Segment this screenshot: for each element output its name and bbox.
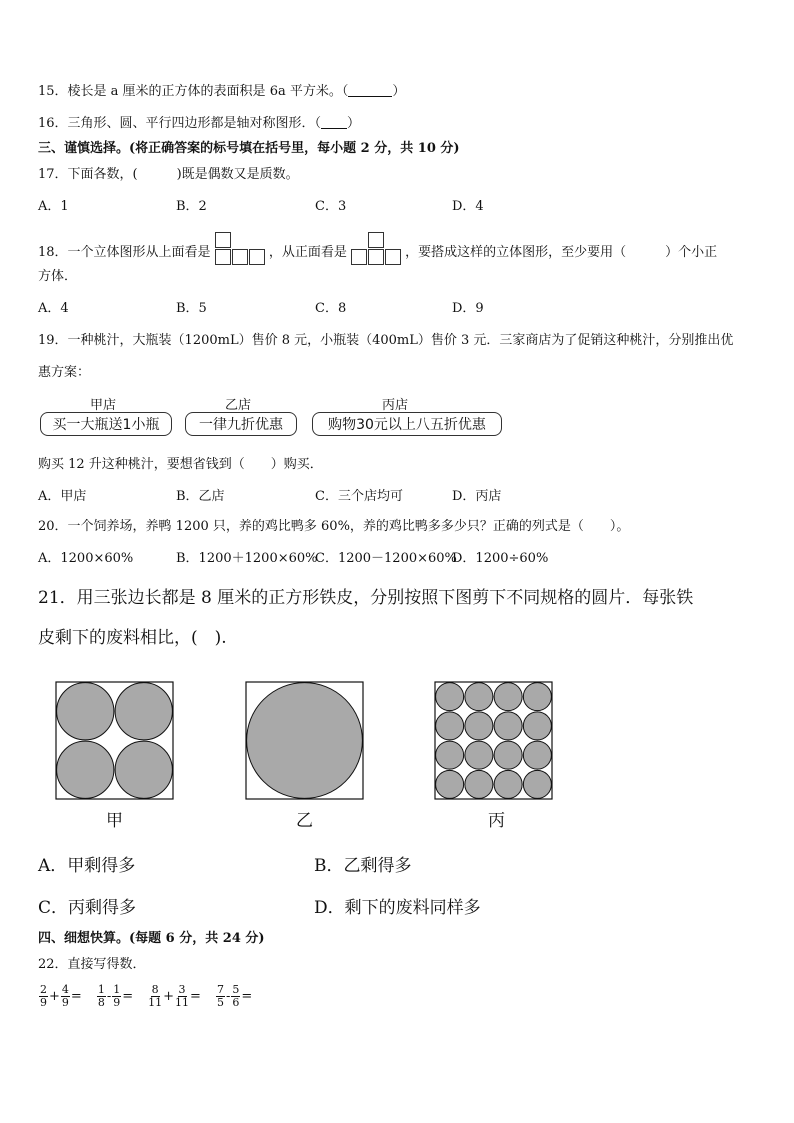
store-yi-offer: 一律九折优惠: [185, 412, 297, 436]
q19-line2: 惠方案：: [38, 365, 91, 380]
circle-piece: [115, 741, 172, 798]
denominator: 6: [232, 996, 240, 1009]
q18-part2: ，从正面看是: [268, 245, 347, 260]
fraction-a: [39, 984, 48, 1009]
q16-text: 16．三角形、圆、平行四边形都是轴对称图形．（: [38, 116, 322, 131]
q22-calculations: [38, 982, 266, 1012]
circle-piece: [523, 712, 551, 740]
store-offers: [38, 394, 518, 440]
equals-sign: =: [190, 989, 201, 1004]
numerator: 7: [216, 983, 224, 996]
figure-bing: [435, 682, 552, 799]
numerator: 1: [97, 983, 105, 996]
q18-option-c[interactable]: C．8: [315, 301, 347, 316]
equals-sign: =: [122, 989, 134, 1004]
section-3-heading: 三、谨慎选择。(将正确答案的标号填在括号里，每小题 2 分，共 10 分): [38, 141, 460, 156]
circle-piece: [494, 712, 522, 740]
question-17: 17．下面各数，( )既是偶数又是质数。: [38, 167, 299, 182]
figure-yi: [246, 682, 363, 799]
q19-option-c[interactable]: C．三个店均可: [315, 489, 403, 504]
q20-option-c[interactable]: C．1200－1200×60%: [315, 551, 457, 566]
q19-option-b[interactable]: B．乙店: [176, 489, 225, 504]
top-view-figure: [215, 232, 265, 266]
circle-piece: [436, 741, 464, 769]
q19-question: 购买 12 升这种桃汁，要想省钱到（ ）购买．: [38, 457, 323, 472]
q21-option-d[interactable]: D．剩下的废料同样多: [314, 898, 481, 918]
store-bing-label: 丙店: [382, 398, 409, 413]
circle-piece: [465, 741, 493, 769]
store-jia-label: 甲店: [90, 398, 117, 413]
equals-sign: =: [70, 989, 82, 1004]
operator: +: [49, 989, 60, 1004]
numerator: 2: [40, 983, 47, 996]
store-jia-offer: 买一大瓶送1小瓶: [40, 412, 172, 436]
circle-piece: [523, 683, 551, 711]
denominator: 5: [216, 996, 224, 1009]
figure-yi-label: 乙: [296, 811, 313, 831]
circle-piece: [465, 683, 493, 711]
circle-piece: [436, 712, 464, 740]
fraction-a: [216, 984, 225, 1009]
operator: -: [106, 989, 112, 1004]
denominator: 9: [40, 996, 47, 1009]
q18-option-b[interactable]: B．5: [176, 301, 207, 316]
q18-option-d[interactable]: D．9: [452, 301, 484, 316]
q21-option-a[interactable]: A．甲剩得多: [38, 856, 136, 876]
q20-option-b[interactable]: B．1200＋1200×60%: [176, 551, 318, 566]
numerator: 5: [232, 983, 240, 996]
front-view-figure: [351, 232, 401, 266]
circle-piece: [436, 683, 464, 711]
equals-sign: =: [241, 989, 253, 1004]
q19-option-d[interactable]: D．丙店: [452, 489, 502, 504]
q15-close: ）: [392, 84, 406, 99]
circle-piece: [57, 683, 114, 740]
q21-line2: 皮剩下的废料相比，( ).: [38, 628, 227, 648]
q17-option-d[interactable]: D．4: [452, 199, 484, 214]
circle-piece: [57, 741, 114, 798]
q21-option-b[interactable]: B．乙剩得多: [314, 856, 412, 876]
q18-line2: 方体．: [38, 269, 78, 284]
calc-item-4: [215, 982, 252, 1012]
q18-part3: ，要搭成这样的立体图形，至少要用（ ）个小正: [405, 245, 718, 260]
denominator: 9: [61, 996, 69, 1009]
calc-item-2: [96, 982, 133, 1012]
question-19: 19．一种桃汁，大瓶装（1200mL）售价 8 元，小瓶装（400mL）售价 3 元．三家商店为了促销这种桃汁，分别推出优: [38, 333, 734, 348]
fraction-b: [112, 984, 121, 1009]
numerator: 4: [61, 983, 69, 996]
q16-close: ）: [347, 116, 361, 131]
question-15: [38, 82, 405, 101]
operator: +: [163, 989, 175, 1004]
q15-blank[interactable]: [348, 82, 392, 97]
figure-bing-label: 丙: [488, 811, 505, 831]
fraction-b: [231, 984, 240, 1009]
q20-option-d[interactable]: D．1200÷60%: [452, 551, 549, 566]
question-20: 20．一个饲养场，养鸭 1200 只，养的鸡比鸭多 60%，养的鸡比鸭多多少只？正确的列式是（ ）。: [38, 519, 630, 534]
circle-piece: [523, 741, 551, 769]
denominator: 8: [97, 996, 105, 1009]
circle-piece: [436, 770, 464, 798]
q16-blank[interactable]: [321, 114, 347, 129]
section-4-heading: 四、细想快算。(每题 6 分，共 24 分): [38, 931, 265, 946]
fraction-b: [61, 984, 70, 1009]
numerator: 3: [178, 983, 186, 996]
denominator: 11: [175, 996, 190, 1009]
q21-option-c[interactable]: C．丙剩得多: [38, 898, 137, 918]
numerator: 8: [151, 983, 159, 996]
denominator: 9: [113, 996, 121, 1009]
question-21: 21．用三张边长都是 8 厘米的正方形铁皮，分别按照下图剪下不同规格的圆片．每张铁: [38, 588, 694, 608]
circle-piece: [494, 770, 522, 798]
figure-jia: [56, 682, 173, 799]
question-16: [38, 114, 360, 133]
q17-option-c[interactable]: C．3: [315, 199, 347, 214]
q17-option-a[interactable]: A．1: [38, 199, 69, 214]
calc-item-1: [38, 982, 82, 1012]
circle-piece: [247, 683, 363, 799]
fraction-a: [97, 984, 106, 1009]
circle-piece: [465, 770, 493, 798]
fraction-b: [175, 984, 189, 1009]
figure-jia-label: 甲: [106, 811, 123, 831]
q17-option-b[interactable]: B．2: [176, 199, 207, 214]
circle-piece: [494, 741, 522, 769]
circle-piece: [115, 683, 172, 740]
operator: -: [225, 989, 231, 1004]
question-18: [38, 232, 717, 266]
store-bing-offer: 购物30元以上八五折优惠: [312, 412, 502, 436]
circle-piece: [494, 683, 522, 711]
denominator: 11: [148, 996, 163, 1009]
fraction-a: [148, 984, 162, 1009]
circle-piece: [523, 770, 551, 798]
circle-piece: [465, 712, 493, 740]
question-22: 22．直接写得数．: [38, 957, 146, 972]
q20-option-a[interactable]: A．1200×60%: [38, 551, 134, 566]
q19-option-a[interactable]: A．甲店: [38, 489, 87, 504]
calc-item-3: [147, 982, 201, 1012]
q18-option-a[interactable]: A．4: [38, 301, 69, 316]
numerator: 1: [113, 983, 121, 996]
q18-part1: 18．一个立体图形从上面看是: [38, 245, 211, 260]
q15-text: 15．棱长是 a 厘米的正方体的表面积是 6a 平方米。（: [38, 84, 349, 99]
store-yi-label: 乙店: [225, 398, 252, 413]
